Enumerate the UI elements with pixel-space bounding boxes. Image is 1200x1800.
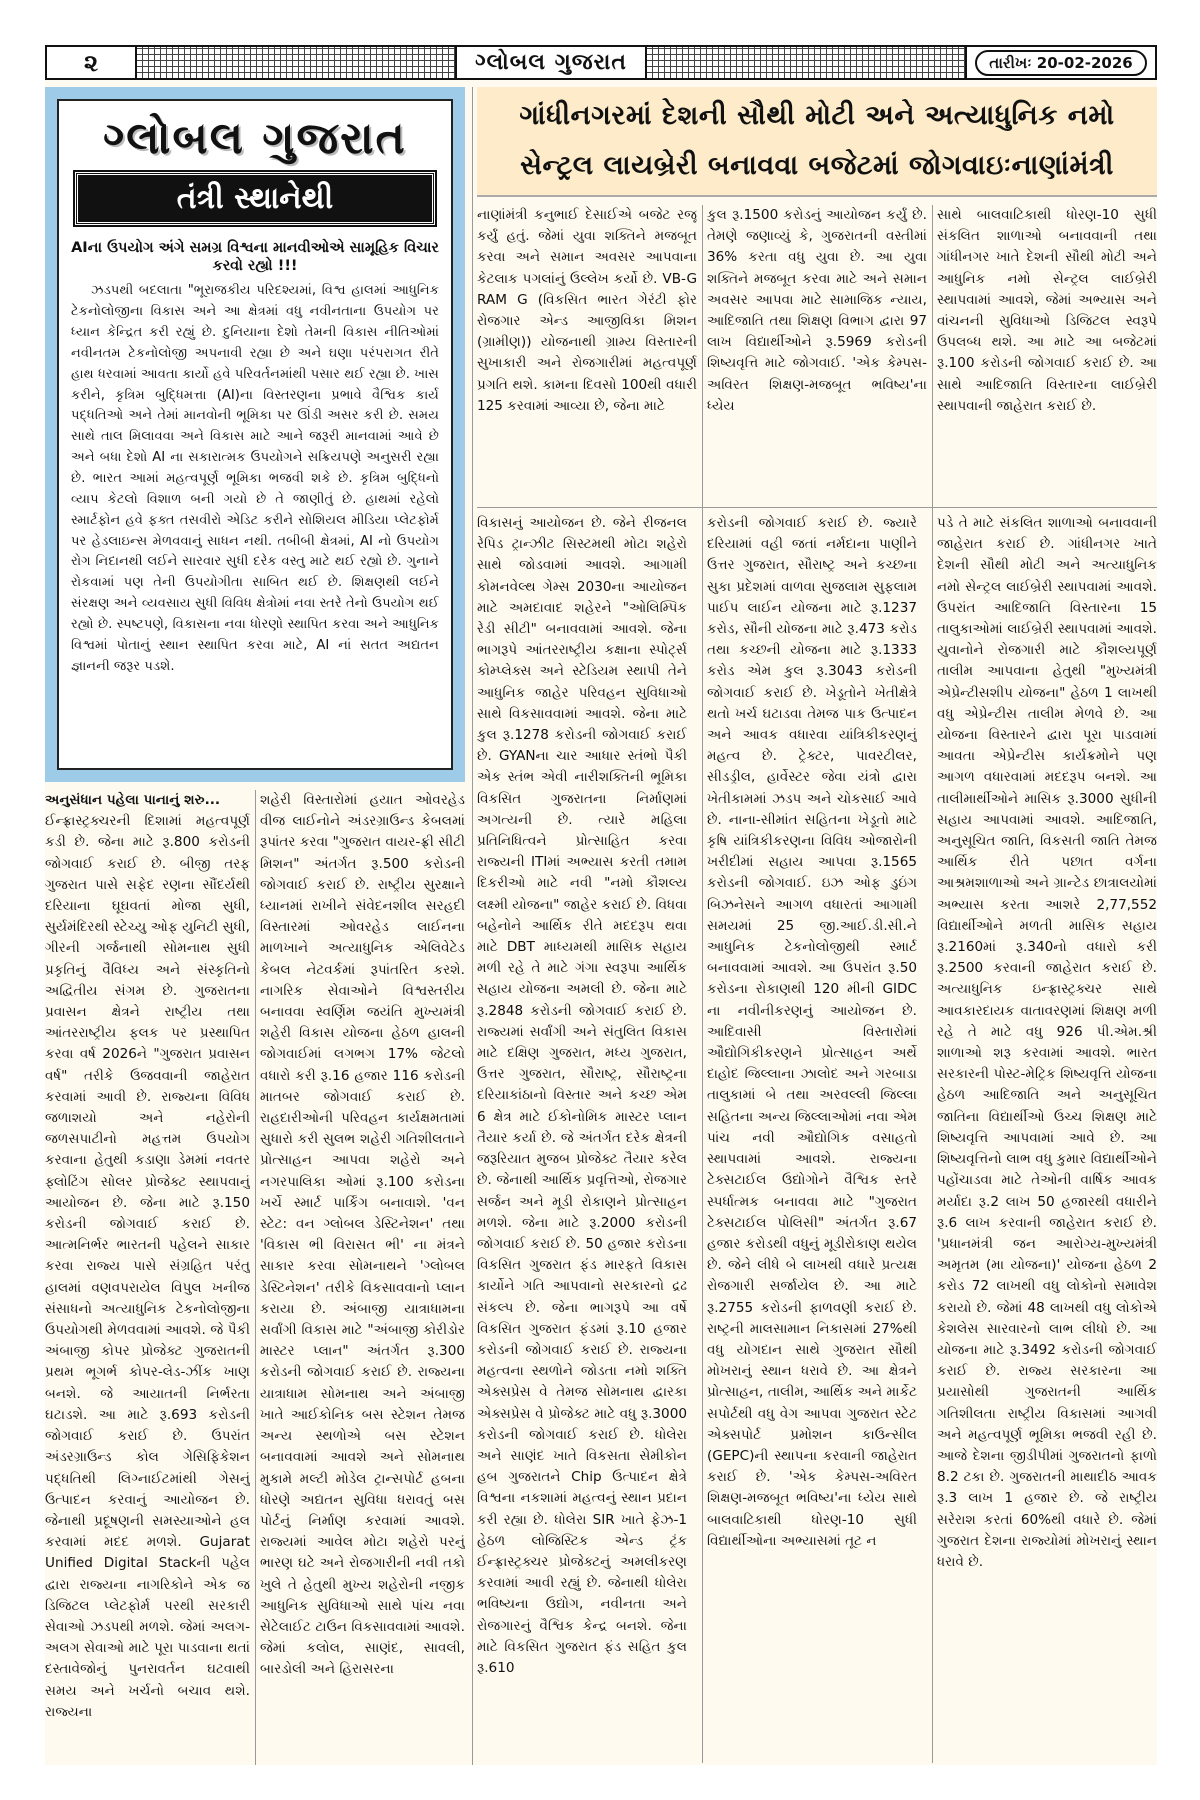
column-rule [702, 205, 703, 1763]
paper-name: ગ્લોબલ ગુજરાત [455, 47, 647, 78]
headline-line-1: ગાંધીનગરમાં દેશની સૌથી મોટી અને અત્યાધુનિક નમો [519, 100, 1115, 131]
editorial-frame [45, 87, 465, 782]
editorial-box [57, 99, 453, 770]
column-rule [255, 790, 256, 1765]
continued-column-2: શહેરી વિસ્તારોમાં હયાત ઓવરહેડ વીજ લાઈનોને અંડરગ્રાઉન્ડ કેબલમાં રૂપાંતર કરવા "ગુજરાત વાયર-ફ્રી સીટી મિશન" અંતર્ગત રૂ.500 કરોડની જોગવાઈ કરાઈ છે. રાષ્ટ્રીય સુરક્ષાને ધ્યાનમાં રાખીને સંવેદનશીલ સરહદી વિસ્તારમાં ઓવરહેડ લાઈનના માળખાને અત્યાધુનિક એલિવેટેડ કેબલ નેટવર્કમાં રૂપાંતરિત કરશે. નાગરિક સેવાઓને વિશ્વસ્તરીય બનાવવા સ્વર્ણિમ જયંતિ મુખ્યમંત્રી શહેરી વિકાસ યોજના હેઠળ હાલની જોગવાઈમાં લગભગ 17% જેટલો વધારો કરી રૂ.16 હજાર 116 કરોડની માતબર જોગવાઈ કરાઈ છે. રાહદારીઓની પરિવહન કાર્યક્ષમતામાં સુધારો કરી સુલભ શહેરી ગતિશીલતાને પ્રોત્સાહન આપવા શહેરો અને નગરપાલિકા ઓમાં રૂ.100 કરોડના ખર્ચે સ્માર્ટ પાર્કિંગ બનાવાશે. 'વન સ્ટેટ: વન ગ્લોબલ ડેસ્ટિનેશન' તથા 'વિકાસ ભી વિરાસત ભી' ના મંત્રને સાકાર કરવા સોમનાથને 'ગ્લોબલ ડેસ્ટિનેશન' તરીકે વિકસાવવાનો પ્લાન કરાયા છે. અંબાજી યાત્રાધામના સર્વાંગી વિકાસ માટે "અંબાજી કોરીડોર માસ્ટર પ્લાન" અંતર્ગત રૂ.300 કરોડની જોગવાઈ કરાઈ છે. રાજ્યના યાત્રાધામ સોમનાથ અને અંબાજી ખાતે આઈકોનિક બસ સ્ટેશન તેમજ અન્ય સ્થળોએ બસ સ્ટેશન બનાવવામાં આવશે અને સોમનાથ મુકામે મલ્ટી મોડેલ ટ્રાન્સપોર્ટ હબના ધોરણે અદ્યતન સુવિધા ધરાવતું બસ પોર્ટનું નિર્માણ કરવામાં આવશે. રાજ્યમાં આવેલ મોટા શહેરો પરનું ભારણ ઘટે અને રોજગારીની નવી તકો ખુલે તે હેતુથી મુખ્ય શહેરોની નજીક આધુનિક સુવિધાઓ સાથે પાંચ નવા સેટેલાઈટ ટાઉન વિકસાવવામાં આવશે. જેમાં કલોલ, સાણંદ, સાવલી, બારડોલી અને હિરાસરના [260, 792, 465, 1678]
newspaper-page [45, 45, 1157, 1765]
continued-heading: અનુસંધાન પહેલા પાનાનું શરુ... [45, 792, 221, 808]
lead-column-1: નાણાંમંત્રી કનુભાઈ દેસાઈએ બજેટ રજૂ કર્યું હતું. જેમાં યુવા શક્તિને મજબૂત કરવા અને સમાન અવસર આપવાના કેટલાક પગલાંનું ઉલ્લેખ કર્યો છે. VB-G RAM G (વિકસિત ભારત ગેરંટી ફોર રોજગાર એન્ડ આજીવિકા મિશન (ગ્રામીણ)) યોજનાથી ગ્રામ્ય વિસ્તારની સુખાકારી અને રોજગારીમાં મહત્વપૂર્ણ પ્રગતિ થશે. કામના દિવસો 100થી વધારી 125 કરવામાં આવ્યા છે, જેના માટે [477, 207, 697, 414]
editorial-body: ઝડપથી બદલાતા "ભૂરાજકીય પરિદશ્યમાં, વિશ્વ હાલમાં આધુનિક ટેકનોલોજીના વિકાસ અને આ ક્ષેત્રમાં વધુ નવીનતાના ઉપયોગ પર ધ્યાન કેન્દ્રિત કરી રહ્યું છે. દુનિયાના દેશો તેમની વિકાસ નીતિઓમાં નવીનતમ ટેકનોલોજી અપનાવી રહ્યા છે અને ઘણા પરંપરાગત રીતે હાથ ધરવામાં આવતા કાર્યો હવે પરિવર્તનમાંથી પસાર થઈ રહ્યા છે. ખાસ કરીને, કૃત્રિમ બુદ્ધિમત્તા (AI)ના વિસ્તરણના પ્રભાવે વૈશ્વિક કાર્ય પદ્ધતિઓ અને તેમાં માનવોની ભૂમિકા પર ઊંડી અસર કરી છે. સમય સાથે તાલ મિલાવવા અને વિકાસ માટે આને જરૂરી માનવામાં આવે છે અને બધા દેશો AI ના સકારાત્મક ઉપયોગને સક્રિયપણે અનુસરી રહ્યા છે. ભારત આમાં મહત્વપૂર્ણ ભૂમિકા ભજવી શકે છે. કૃત્રિમ બુદ્ધિનો વ્યાપ કેટલો વિશાળ બની ગયો છે તે જાણીતું છે. હાથમાં રહેલો સ્માર્ટફોન હવે ફક્ત તસવીરો એડિટ કરીને સોશિયલ મીડિયા પ્લેટફોર્મ પર હેડલાઇન્સ મેળવવાનું સાધન નથી. તબીબી ક્ષેત્રમાં, AI નો ઉપયોગ રોગ નિદાનથી લઈને સારવાર સુધી દરેક વસ્તુ માટે થઈ રહ્યો છે. ગુનાને રોકવામાં પણ તેની ઉપયોગીતા સાબિત થઈ છે. શિક્ષણથી લઈને સંરક્ષણ અને વ્યવસાય સુધી વિવિધ ક્ષેત્રોમાં નવા સ્તરે તેનો ઉપયોગ થઈ રહ્યો છે. સ્પષ્ટપણે, વિકાસના નવા ધોરણો સ્થાપિત કરવા અને આધુનિક વિશ્વમાં પોતાનું સ્થાન સ્થાપિત કરવા માટે, AI નાં સતત અદ્યતન જ્ઞાનની જરૂર પડશે. [71, 283, 439, 674]
editorial-title: ગ્લોબલ ગુજરાત [103, 113, 407, 164]
lead-divider [477, 507, 1157, 508]
date-box [965, 47, 1155, 78]
editorial-subtitle: AIના ઉપયોગ અંગે સમગ્ર વિશ્વના માનવીઓએ સામૂહિક વિચાર કરવો રહ્યો !!! [71, 240, 439, 275]
story-column-5: પડે તે માટે સંકલિત શાળાઓ બનાવવાની જાહેરાત કરાઈ છે. ગાંધીનગર ખાતે દેશની સૌથી મોટી અને અત્યાધુનિક નમો સેન્ટ્રલ લાઈબ્રેરી સ્થાપવામાં આવશે. ઉપરાંત આદિજાતિ વિસ્તારના 15 તાલુકાઓમાં લાઈબ્રેરી સ્થાપવામાં આવશે. યુવાનોને રોજગારી માટે કૌશલ્યપૂર્ણ તાલીમ આપવાના હેતુથી "મુખ્યમંત્રી એપ્રેન્ટીસશીપ યોજના" હેઠળ 1 લાખથી વધુ એપ્રેન્ટીસ તાલીમ મેળવે છે. આ યોજના વિસ્તારને દ્વારા પૂરા પાડવામાં આવતા એપ્રેન્ટીસ કાર્યક્રમોને પણ આગળ વધારવામાં મદદરૂપ બનશે. આ તાલીમાર્થીઓને માસિક રૂ.3000 સુધીની સહાય આપવામાં આવશે. આદિજાતિ, અનુસૂચિત જાતિ, વિકસતી જાતિ તેમજ આર્થિક રીતે પછાત વર્ગના આશ્રમશાળાઓ અને ગ્રાન્ટેડ છાત્રાલયોમાં અભ્યાસ કરતા આશરે 2,77,552 વિદ્યાર્થીઓને મળતી માસિક સહાય રૂ.2160માં રૂ.340નો વધારો કરી રૂ.2500 કરવાની જાહેરાત કરાઈ છે. અત્યાધુનિક ઇન્ફ્રાસ્ટ્રક્ચર સાથે આવકારદાયક વાતાવરણમાં શિક્ષણ મળી રહે તે માટે વધુ 926 પી.એમ.શ્રી શાળાઓ શરૂ કરવામાં આવશે. ભારત સરકારની પોસ્ટ-મેટ્રિક શિષ્યવૃત્તિ યોજના હેઠળ આદિજાતિ અને અનુસૂચિત જાતિના વિદ્યાર્થીઓ ઉચ્ચ શિક્ષણ માટે શિષ્યવૃત્તિ આપવામાં આવે છે. આ શિષ્યવૃત્તિનો લાભ વધુ કુમાર વિદ્યાર્થીઓને પહોંચાડવા માટે તેઓની વાર્ષિક આવક મર્યાદા રૂ.2 લાખ 50 હજારથી વધારીને રૂ.6 લાખ કરવાની જાહેરાત કરાઈ છે. 'પ્રધાનમંત્રી જન આરોગ્ય-મુખ્યમંત્રી અમૃતમ (મા યોજના)' યોજના હેઠળ 2 કરોડ 72 લાખથી વધુ લોકોનો સમાવેશ કરાયો છે. જેમાં 48 લાખથી વધુ લોકોએ કેશલેસ સારવારનો લાભ લીધો છે. આ યોજના માટે રૂ.3492 કરોડની જોગવાઈ કરાઈ છે. રાજ્ય સરકારના આ પ્રયાસોથી ગુજરાતની આર્થિક ગતિશીલતા રાષ્ટ્રીય વિકાસમાં આગવી અને મહત્વપૂર્ણ ભૂમિકા ભજવી રહી છે. આજે દેશના જીડીપીમાં ગુજરાતનો ફાળો 8.2 ટકા છે. ગુજરાતની માથાદીઠ આવક રૂ.3 લાખ 1 હજાર છે. જે રાષ્ટ્રીય સરેરાશ કરતાં 60%થી વધારે છે. જેમાં ગુજરાત દેશના રાજ્યોમાં મોખરાનું સ્થાન ધરાવે છે. [937, 515, 1157, 1570]
headline-line-2: સેન્ટ્રલ લાયબ્રેરી બનાવવા બજેટમાં જોગવાઇઃનાણાંમંત્રી [520, 150, 1114, 181]
story-column-4: કરોડની જોગવાઈ કરાઈ છે. જ્યારે દરિયામાં વહી જતાં નર્મદાના પાણીને ઉત્તર ગુજરાત, સૌરાષ્ટ્ર અને કચ્છના સુકા પ્રદેશમાં વાળવા સુજલામ સુફલામ પાઈપ લાઈન યોજના માટે રૂ.1237 કરોડ, સૌની યોજના માટે રૂ.473 કરોડ તથા કચ્છની યોજના માટે રૂ.1333 કરોડ એમ કુલ રૂ.3043 કરોડની જોગવાઈ કરાઈ છે. ખેડૂતોને ખેતીક્ષેત્રે થતો ખર્ચ ઘટાડવા તેમજ પાક ઉત્પાદન અને આવક વધારવા યાંત્રિકીકરણનું મહત્વ છે. ટ્રેક્ટર, પાવરટીલર, સીડડ્રીલ, હાર્વેસ્ટર જેવા યંત્રો દ્વારા ખેતીકામમાં ઝડપ અને ચોકસાઈ આવે છે. નાના-સીમાંત સહિતના ખેડૂતો માટે કૃષિ યાંત્રિકીકરણના વિવિધ ઓજારોની ખરીદીમાં સહાય આપવા રૂ.1565 કરોડની જોગવાઈ. ઇઝ ઓફ ડુઇંગ બિઝનેસને આગળ વધારતાં આગામી સમયમાં 25 જી.આઈ.ડી.સી.ને આધુનિક ટેકનોલોજીથી સ્માર્ટ બનાવવામાં આવશે. આ ઉપરાંત રૂ.50 કરોડના રોકાણથી 120 મીની GIDC ના નવીનીકરણનું આયોજન છે. આદિવાસી વિસ્તારોમાં ઔદ્યોગિકીકરણને પ્રોત્સાહન અર્થે દાહોદ જિલ્લાના ઝાલોદ અને ગરબાડા તાલુકામાં બે તથા અરવલ્લી જિલ્લા સહિતના અન્ય જિલ્લાઓમાં નવા એમ પાંચ નવી ઔદ્યોગિક વસાહતો સ્થાપવામાં આવશે. રાજ્યના ટેક્સટાઈલ ઉદ્યોગોને વૈશ્વિક સ્તરે સ્પર્ધાત્મક બનાવવા માટે "ગુજરાત ટેક્સટાઈલ પોલિસી" અંતર્ગત રૂ.67 હજાર કરોડથી વધુનું મૂડીરોકાણ થયેલ છે. જેને લીધે બે લાખથી વધારે પ્રત્યક્ષ રોજગારી સર્જાયેલ છે. આ માટે રૂ.2755 કરોડની ફાળવણી કરાઈ છે. રાષ્ટ્રની માલસામાન નિકાસમાં 27%થી વધુ યોગદાન સાથે ગુજરાત સૌથી મોખરાનું સ્થાન ધરાવે છે. આ ક્ષેત્રને પ્રોત્સાહન, તાલીમ, આર્થિક અને માર્કેટ સપોર્ટથી વધુ વેગ આપવા ગુજરાત સ્ટેટ એક્સપોર્ટ પ્રમોશન કાઉન્સીલ (GEPC)ની સ્થાપના કરવાની જાહેરાત કરાઈ છે. 'એક કેમ્પસ-અવિરત શિક્ષણ-મજબૂત ભવિષ્ય'ના ધ્યેય સાથે બાલવાટિકાથી ધોરણ-10 સુધી વિદ્યાર્થીઓના અભ્યાસમાં તૂટ ન [707, 515, 917, 1549]
lead-headline [477, 87, 1157, 197]
editorial-band: તંત્રી સ્થાનેથી [75, 172, 435, 225]
continued-column-1 [45, 790, 250, 1765]
issue-date: તારીખઃ 20-02-2026 [975, 50, 1146, 76]
column-rule [932, 205, 933, 1763]
column-rule [472, 87, 473, 1765]
story-column-3: વિકાસનું આયોજન છે. જેને રીજનલ રેપિડ ટ્રાન્ઝીટ સિસ્ટમથી મોટા શહેરો સાથે જોડવામાં આવશે. આગામી કોમનવેલ્થ ગેમ્સ 2030ના આયોજન માટે અમદાવાદ શહેરને "ઓલિમ્પિક રેડી સીટી" બનાવવામાં આવશે. જેના ભાગરૂપે આંતરરાષ્ટ્રીય કક્ષાના સ્પોર્ટ્સ કોમ્પ્લેક્સ અને સ્ટેડિયમ સ્થાપી તેને આધુનિક જાહેર પરિવહન સુવિધાઓ સાથે વિકસાવવામાં આવશે. જેના માટે કુલ રૂ.1278 કરોડની જોગવાઈ કરાઈ છે. GYANના ચાર આધાર સ્તંભો પૈકી એક સ્તંભ એવી નારીશક્તિની ભૂમિકા વિકસિત ગુજરાતના નિર્માણમાં અગત્યની છે. ત્યારે મહિલા પ્રતિનિધિત્વને પ્રોત્સાહિત કરવા રાજ્યની ITIમાં અભ્યાસ કરતી તમામ દિકરીઓ માટે નવી "નમો કૌશલ્ય લક્ષ્મી યોજના" જાહેર કરાઈ છે. વિધવા બહેનોને આર્થિક રીતે મદદરૂપ થવા માટે DBT માધ્યમથી માસિક સહાય મળી રહે તે માટે ગંગા સ્વરૂપા આર્થિક સહાય યોજના અમલી છે. જેના માટે રૂ.2848 કરોડની જોગવાઈ કરાઈ છે. રાજ્યમાં સર્વાંગી અને સંતુલિત વિકાસ માટે દક્ષિણ ગુજરાત, મધ્ય ગુજરાત, ઉત્તર ગુજરાત, સૌરાષ્ટ્ર, સૌરાષ્ટ્રના દરિયાકાંઠાનો વિસ્તાર અને કચ્છ એમ 6 ક્ષેત્ર માટે ઈકોનોમિક માસ્ટર પ્લાન તૈયાર કર્યા છે. જે અંતર્ગત દરેક ક્ષેત્રની જરૂરિયાત મુજબ પ્રોજેક્ટ તૈયાર કરેલ છે. જેનાથી આર્થિક પ્રવૃત્તિઓ, રોજગાર સર્જન અને મૂડી રોકાણને પ્રોત્સાહન મળશે. જેના માટે રૂ.2000 કરોડની જોગવાઈ કરાઈ છે. 50 હજાર કરોડના વિકસિત ગુજરાત ફંડ મારફતે વિકાસ કાર્યોને ગતિ આપવાનો સરકારનો દ્રઢ સંકલ્પ છે. જેના ભાગરૂપે આ વર્ષે વિકસિત ગુજરાત ફંડમાં રૂ.10 હજાર કરોડની જોગવાઈ કરાઈ છે. રાજ્યના મહત્વના સ્થળોને જોડતા નમો શક્તિ એક્સપ્રેસ વે તેમજ સોમનાથ દ્વારકા એક્સપ્રેસ વે પ્રોજેક્ટ માટે વધુ રૂ.3000 કરોડની જોગવાઈ કરાઈ છે. ધોલેરા અને સાણંદ ખાતે વિકસતા સેમીકોન હબ ગુજરાતને Chip ઉત્પાદન ક્ષેત્રે વિશ્વના નકશામાં મહત્વનું સ્થાન પ્રદાન કરી રહ્યા છે. ધોલેરા SIR ખાતે ફેઝ-1 હેઠળ લોજિસ્ટિક એન્ડ ટ્રંક ઈન્ફ્રાસ્ટ્રક્ચર પ્રોજેક્ટનું અમલીકરણ કરવામાં આવી રહ્યું છે. જેનાથી ધોલેરા ભવિષ્યના ઉદ્યોગ, નવીનતા અને રોજગારનું વૈશ્વિક કેન્દ્ર બનશે. જેના માટે વિકસિત ગુજરાત ફંડ સહિત કુલ રૂ.610 [477, 515, 687, 1676]
lead-column-3: સાથે બાલવાટિકાથી ધોરણ-10 સુધી સંકલિત શાળાઓ બનાવવાની તથા ગાંધીનગર ખાતે દેશની સૌથી મોટી અને આધુનિક નમો સેન્ટ્રલ લાઈબ્રેરી સ્થાપવામાં આવશે, જેમાં અભ્યાસ અને વાંચનની સુવિધાઓ ડિજિટલ સ્વરૂપે ઉપલબ્ધ થશે. આ માટે આ બજેટમાં રૂ.100 કરોડની જોગવાઈ કરાઈ છે. આ સાથે આદિજાતિ વિસ્તારના લાઈબ્રેરી સ્થાપવાની જાહેરાત કરાઈ છે. [937, 207, 1157, 414]
masthead [45, 45, 1157, 80]
page-number: ૨ [47, 47, 137, 78]
masthead-pattern-left [137, 47, 455, 78]
continued-text-1: ઈન્ફ્રાસ્ટ્રક્ચરની દિશામાં મહત્વપૂર્ણ કડી છે. જેના માટે રૂ.800 કરોડની જોગવાઈ કરાઈ છે. બીજી તરફ ગુજરાત પાસે સફેદ રણના સૌંદર્યથી દરિયાના ઘૂઘવતાં મોજા સુધી, સુર્યમંદિરથી સ્ટેચ્યુ ઓફ યુનિટી સુધી, ગીરની ગર્જનાથી સોમનાથ સુધી પ્રકૃતિનું વૈવિધ્ય અને સંસ્કૃતિનો અદ્વિતીય સંગમ છે. ગુજરાતના પ્રવાસન ક્ષેત્રને રાષ્ટ્રીય તથા આંતરરાષ્ટ્રીય ફલક પર પ્રસ્થાપિત કરવા વર્ષ 2026ને "ગુજરાત પ્રવાસન વર્ષ" તરીકે ઉજવવાની જાહેરાત કરવામાં આવી છે. રાજ્યના વિવિધ જળાશયો અને નહેરોની જળસપાટીનો મહત્તમ ઉપયોગ કરવાના હેતુથી કડાણા ડેમમાં નવતર ફ્લોટિંગ સોલર પ્રોજેક્ટ સ્થાપવાનું આયોજન છે. જેના માટે રૂ.150 કરોડની જોગવાઈ કરાઈ છે. આત્મનિર્ભર ભારતની પહેલને સાકાર કરવા રાજ્ય પાસે સંગ્રહિત પરંતુ હાલમાં વણવપરાયેલ વિપુલ ખનીજ સંસાધનો અત્યાધુનિક ટેકનોલોજીના ઉપયોગથી મેળવવામાં આવશે. જે પૈકી અંબાજી કોપર પ્રોજેક્ટ ગુજરાતની પ્રથમ ભૂગર્ભ કોપર-લેડ-ઝીંક ખાણ બનશે. જે આયાતની નિર્ભરતા ઘટાડશે. આ માટે રૂ.693 કરોડની જોગવાઈ કરાઈ છે. ઉપરાંત અંડરગ્રાઉન્ડ કોલ ગેસિફિકેશન પદ્ધતિથી લિગ્નાઈટમાંથી ગેસનું ઉત્પાદન કરવાનું આયોજન છે. જેનાથી પ્રદૂષણની સમસ્યાઓને હલ કરવામાં મદદ મળશે. Gujarat Unified Digital Stackની પહેલ દ્વારા રાજ્યના નાગરિકોને એક જ ડિજિટલ પ્લેટફોર્મ પરથી સરકારી સેવાઓ ઝડપથી મળશે. જેમાં અલગ-અલગ સેવાઓ માટે પૂરા પાડવાના થતાં દસ્તાવેજોનું પુનરાવર્તન ઘટવાથી સમય અને ખર્ચનો બચાવ થશે. રાજ્યના [45, 813, 250, 1720]
masthead-pattern-right [647, 47, 965, 78]
lead-column-2: કુલ રૂ.1500 કરોડનું આયોજન કર્યું છે. તેમણે જણાવ્યું કે, ગુજરાતની વસ્તીમાં 36% કરતા વધુ યુવા છે. આ યુવા શક્તિને મજબૂત કરવા માટે અને સમાન અવસર આપવા માટે સામાજિક ન્યાય, આદિજાતિ તથા શિક્ષણ વિભાગ દ્વારા 97 લાખ વિદ્યાર્થીઓને રૂ.5969 કરોડની શિષ્યવૃત્તિ માટે જોગવાઈ. 'એક કેમ્પસ-અવિરત શિક્ષણ-મજબૂત ભવિષ્ય'ના ધ્યેય [707, 207, 927, 414]
